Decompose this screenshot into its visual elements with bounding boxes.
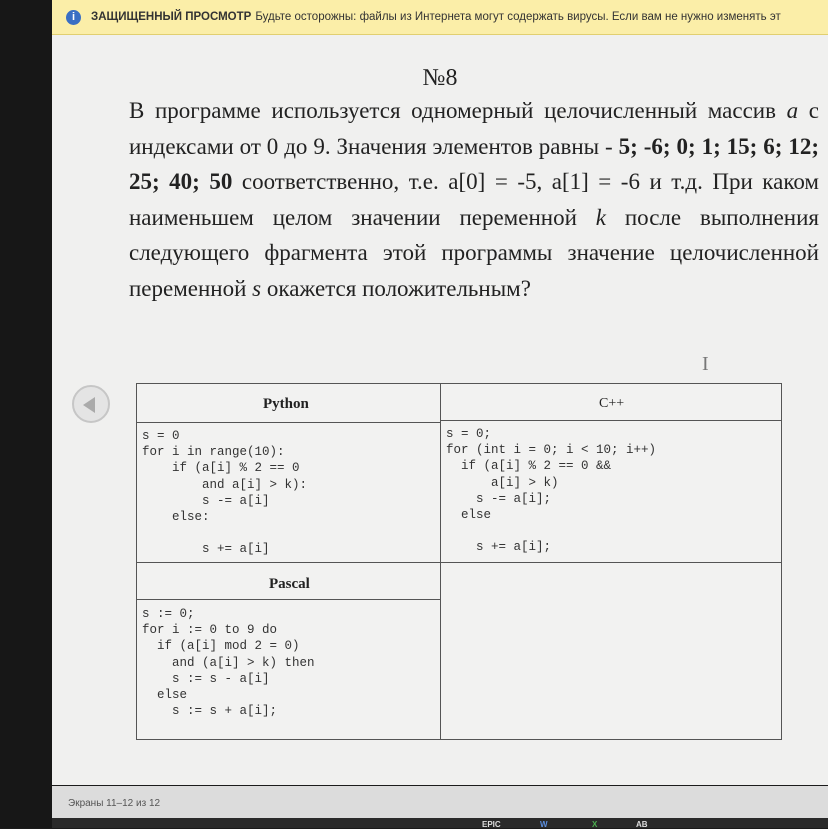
ab-icon[interactable]: AB: [636, 820, 648, 829]
protected-view-bar: [52, 0, 828, 35]
text-part: и т.д. При каком наименьшем целом значении переменной: [129, 169, 819, 230]
pascal-header: Pascal: [269, 576, 310, 592]
text-part: с индексами от 0 до 9. Значения элементов равны -: [129, 98, 819, 159]
table-divider: [137, 422, 440, 423]
python-code: s = 0 for i in range(10): if (a[i] % 2 == 0 and a[i] > k): s -= a[i] else: s += a[i]: [142, 429, 308, 557]
excel-icon[interactable]: X: [592, 820, 598, 829]
array-values: 5; -6; 0; 1; 15; 6; 12; 25; 40; 50: [129, 133, 819, 194]
text-part: после выполнения следующего фрагмента этой программы значение целочисленной переменной: [129, 204, 819, 301]
python-header: Python: [263, 396, 309, 412]
arrow-left-icon: [83, 397, 95, 413]
table-divider: [137, 599, 440, 600]
cpp-header: C++: [599, 396, 625, 411]
text-cursor-icon: I: [702, 353, 709, 375]
document-page: [52, 35, 828, 785]
var-s: s: [252, 275, 262, 301]
status-bar: [52, 786, 828, 828]
screen-bezel: [0, 0, 52, 828]
table-divider: [137, 562, 781, 563]
word-icon[interactable]: W: [540, 820, 548, 829]
pascal-code: s := 0; for i := 0 to 9 do if (a[i] mod 2 = 0) and (a[i] > k) then s := s - a[i] else s := s + a[i];: [142, 607, 315, 719]
text-part: окажется положительным?: [261, 275, 531, 301]
array-example: a[0] = -5, a[1] = -6: [448, 169, 640, 194]
screen-counter: Экраны 11–12 из 12: [68, 798, 161, 809]
code-table: [136, 383, 782, 740]
text-part: соответственно, т.е.: [232, 169, 449, 194]
protected-view-message: Будьте осторожны: файлы из Интернета могут содержать вирусы. Если вам не нужно изменять эт: [255, 11, 781, 23]
epic-icon[interactable]: EPIC: [482, 820, 501, 829]
cpp-code: s = 0; for (int i = 0; i < 10; i++) if (a[i] % 2 == 0 && a[i] > k) s -= a[i]; else s += a[i];: [446, 427, 657, 555]
task-text: [129, 93, 819, 306]
taskbar: [52, 818, 828, 828]
text-part: В программе используется одномерный целочисленный массив: [129, 98, 787, 123]
table-divider: [441, 420, 781, 421]
array-var: a: [786, 98, 799, 123]
protected-view-title: ЗАЩИЩЕННЫЙ ПРОСМОТР: [91, 11, 252, 23]
back-button[interactable]: [72, 385, 110, 423]
info-icon: i: [66, 10, 81, 25]
var-k: k: [595, 204, 606, 230]
task-number: №8: [422, 65, 458, 91]
